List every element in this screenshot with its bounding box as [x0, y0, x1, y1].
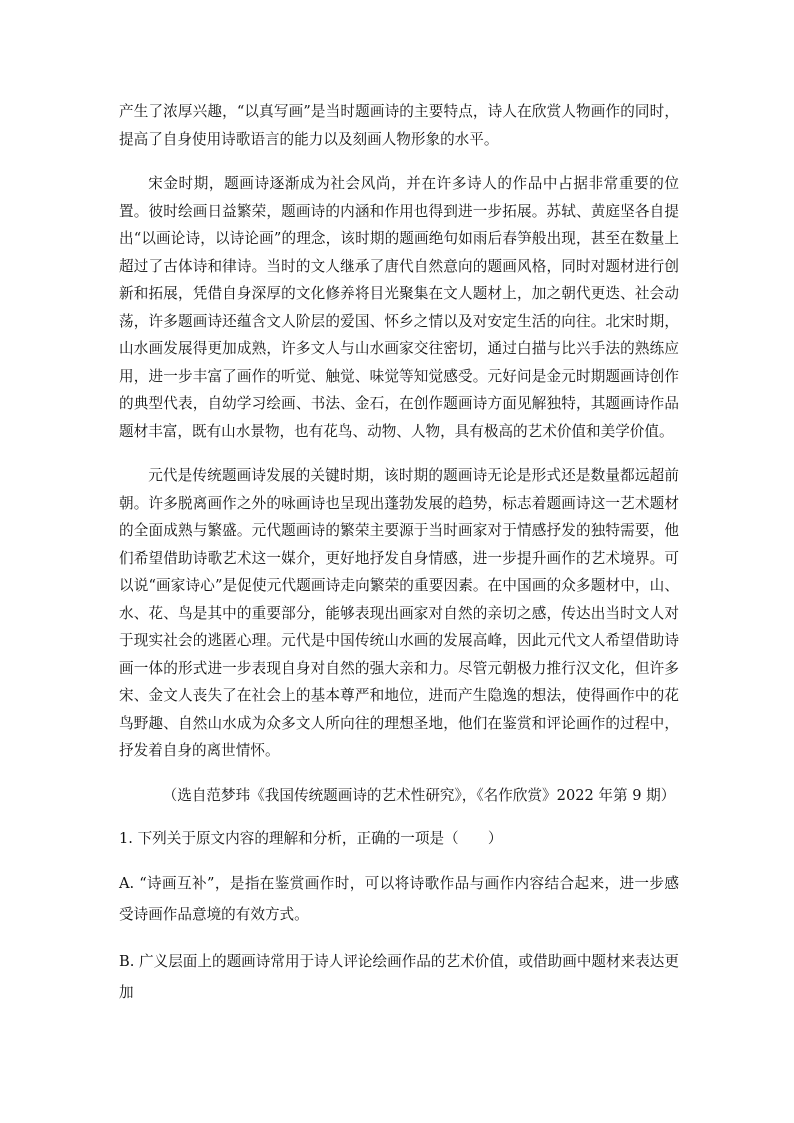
option-b: B. 广义层面上的题画诗常用于诗人评论绘画作品的艺术价值，或借助画中题材来表达更加 — [119, 952, 679, 1001]
document-page — [119, 98, 679, 1024]
paragraph-continued: 产生了浓厚兴趣，“以真写画”是当时题画诗的主要特点，诗人在欣赏人物画作的同时，提高了自身使用诗歌语言的能力以及刻画人物形象的水平。 — [119, 103, 679, 148]
paragraph-song-jin-period: 宋金时期，题画诗逐渐成为社会风尚，并在许多诗人的作品中占据非常重要的位置。彼时绘画日益繁荣，题画诗的内涵和作用也得到进一步拓展。苏轼、黄庭坚各自提出“以画论诗，以诗论画”的理念，该时期的题画绝句如雨后春笋般出现，甚至在数量上超过了古体诗和律诗。当时的文人继承了唐代自然意向的题画风格，同时对题材进行创新和拓展，凭借自身深厚的文化修养将目光聚集在文人题材上，加之朝代更迭、社会动荡，许多题画诗还蕴含文人阶层的爱国、怀乡之情以及对安定生活的向往。北宋时期，山水画发展得更加成熟，许多文人与山水画家交往密切，通过白描与比兴手法的熟练应用，进一步丰富了画作的听觉、触觉、味觉等知觉感受。元好问是金元时期题画诗创作的典型代表，自幼学习绘画、书法、金石，在创作题画诗方面见解独特，其题画诗作品题材丰富，既有山水景物，也有花鸟、动物、人物，具有极高的艺术价值和美学价值。 — [119, 175, 679, 440]
option-a: A. “诗画互补”，是指在鉴赏画作时，可以将诗歌作品与画作内容结合起来，进一步感受诗画作品意境的有效方式。 — [119, 874, 679, 923]
paragraph-yuan-period: 元代是传统题画诗发展的关键时期，该时期的题画诗无论是形式还是数量都远超前朝。许多脱离画作之外的咏画诗也呈现出蓬勃发展的趋势，标志着题画诗这一艺术题材的全面成熟与繁盛。元代题画诗的繁荣主要源于当时画家对于情感抒发的独特需要，他们希望借助诗歌艺术这一媒介，更好地抒发自身情感，进一步提升画作的艺术境界。可以说“画家诗心”是促使元代题画诗走向繁荣的重要因素。在中国画的众多题材中，山、水、花、鸟是其中的重要部分，能够表现出画家对自然的亲切之感，传达出当时文人对于现实社会的逃匿心理。元代是中国传统山水画的发展高峰，因此元代文人希望借助诗画一体的形式进一步表现自身对自然的强大亲和力。尽管元朝极力推行汉文化，但许多宋、金文人丧失了在社会上的基本尊严和地位，进而产生隐逸的想法，使得画作中的花鸟野趣、自然山水成为众多文人所向往的理想圣地，他们在鉴赏和评论画作的过程中，抒发着自身的离世情怀。 — [119, 467, 679, 759]
source-citation: （选自范梦玮《我国传统题画诗的艺术性研究》，《名作欣赏》2022 年第 9 期） — [162, 786, 676, 804]
question-stem: 1. 下列关于原文内容的理解和分析，正确的一项是（ ） — [119, 829, 503, 847]
